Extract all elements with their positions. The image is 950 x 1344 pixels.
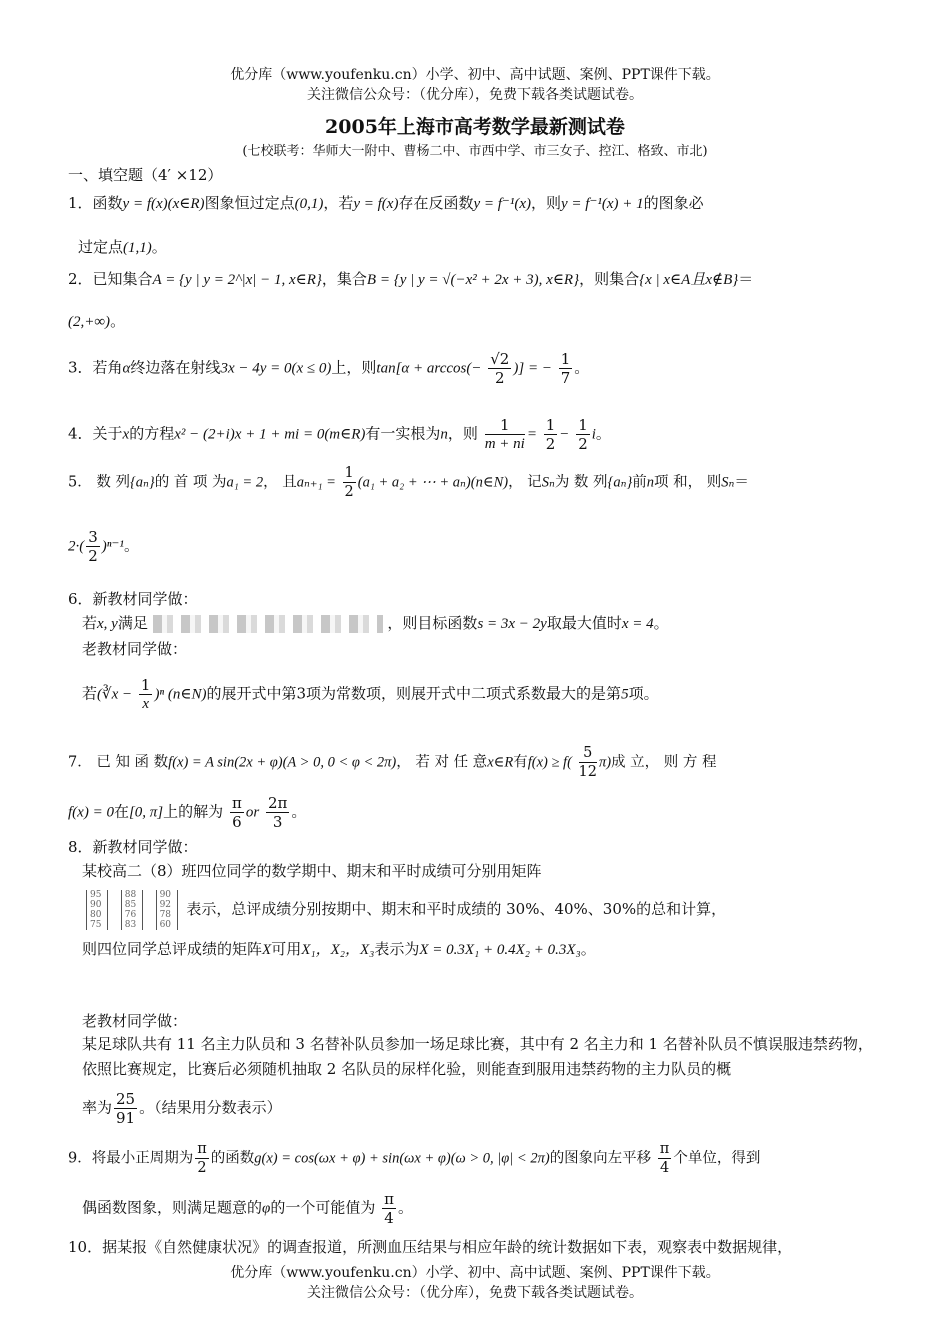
fraction: $\frac{\pi}{4}$ — [384, 1190, 394, 1227]
question-8-heading: 8．新教材同学做： — [68, 838, 198, 856]
matrix-x3: 90 92 78 60 — [156, 890, 178, 930]
question-4: 4．关于x的方程x² − (2+i)x + 1 + mi = 0(m∈R)有一实根为n，则 $\frac{1}{m + ni}$ = $\frac{1}{2}$ − $\frac{1}{2}$ i。 — [68, 416, 611, 453]
question-8-matrices: 95 90 80 75 88 85 76 83 90 92 78 60 表示，总评成绩分别按期中、期末和平时成绩的 30%、40%、30%的总和计算， — [82, 890, 726, 930]
fraction: $\frac{1}{m + ni}$ — [484, 416, 525, 452]
fraction: $\frac{1}{7}$ — [560, 350, 571, 387]
question-8-old-answer: 率为 $\frac{25}{91}$ 。（结果用分数表示） — [82, 1090, 282, 1127]
fraction: $\frac{1}{2}$ — [578, 416, 588, 453]
question-3: 3．若角α终边落在射线3x − 4y = 0(x ≤ 0)上，则tan[α + arccos(− $\frac{√2}{2}$ )] = − $\frac{1}{7}$ 。 — [68, 350, 590, 387]
fraction: $\frac{1}{2}$ — [344, 465, 354, 500]
question-6-heading: 6．新教材同学做： — [68, 590, 198, 608]
header-line-1: 优分库（www.youfenku.cn）小学、初中、高中试题、案例、PPT课件下载。 — [230, 67, 720, 83]
footer-line-1: 优分库（www.youfenku.cn）小学、初中、高中试题、案例、PPT课件下载。 — [230, 1265, 720, 1281]
question-7-line-2: f(x) = 0在[0, π]上的解为 $\frac{\pi}{6}$ or $\frac{2\pi}{3}$ 。 — [68, 794, 307, 831]
section-heading: 一、填空题（4′ ×12） — [68, 166, 223, 184]
question-2-line-2: (2,+∞)。 — [68, 312, 126, 330]
question-8-formula: 则四位同学总评成绩的矩阵X可用X₁，X₂，X₃表示为X = 0.3X₁ + 0.4X₂ + 0.3X₃。 — [82, 940, 596, 958]
fraction: $\frac{\pi}{4}$ — [659, 1141, 670, 1176]
question-9-line-2: 偶函数图象，则满足题意的φ的一个可能值为 $\frac{\pi}{4}$ 。 — [82, 1190, 413, 1227]
question-10: 10．据某报《自然健康状况》的调查报道，所测血压结果与相应年龄的统计数据如下表，观察表中数据规律， — [68, 1238, 793, 1256]
fraction: $\frac{1}{2}$ — [545, 416, 556, 453]
fraction: $\frac{25}{91}$ — [116, 1090, 136, 1127]
question-6-old-heading: 老教材同学做： — [82, 640, 188, 658]
question-2-line-1: 2．已知集合A = {y | y = 2^|x| − 1, x∈R}，集合B = {y | y = √(−x² + 2x + 3), x∈R}，则集合{x | x∈A且x∉B}＝ — [68, 270, 754, 288]
question-5-line-2: 2·( $\frac{3}{2}$ )ⁿ⁻¹。 — [68, 528, 139, 565]
question-5-line-1: 5． 数 列{aₙ}的 首 项 为a₁ = 2， 且aₙ₊₁ = $\frac{1}{2}$ (a₁ + a₂ + ⋯ + aₙ)(n∈N)， 记Sₙ为 数 列{aₙ}前n项 和， 则Sₙ＝ — [68, 465, 749, 500]
fraction: $\frac{\pi}{6}$ — [231, 794, 242, 831]
fraction: $\frac{\pi}{2}$ — [197, 1141, 207, 1176]
matrix-x1: 95 90 80 75 — [86, 890, 108, 930]
page-subtitle: (七校联考：华师大一附中、曹杨二中、市西中学、市三女子、控江、格致、市北) — [242, 144, 708, 159]
fraction: $\frac{3}{2}$ — [88, 528, 98, 565]
fraction: $\frac{2\pi}{3}$ — [267, 794, 288, 831]
question-1-line-2: 过定点(1,1)。 — [78, 238, 167, 256]
matrix-x2: 88 85 76 83 — [121, 890, 143, 930]
question-8-old-heading: 老教材同学做： — [82, 1012, 188, 1030]
question-1-line-1: 1．函数y = f(x)(x∈R)图象恒过定点(0,1)，若y = f(x)存在反函数y = f⁻¹(x)，则y = f⁻¹(x) + 1的图象必 — [68, 194, 704, 212]
fraction: $\frac{√2}{2}$ — [490, 350, 510, 387]
question-9-line-1: 9．将最小正周期为 $\frac{\pi}{2}$ 的函数g(x) = cos(ωx + φ) + sin(ωx + φ)(ω > 0, |φ| < 2π)的图象向左平移 $\frac{\pi}{4}$ 个单位，得到 — [68, 1141, 761, 1176]
constraint-system-image — [153, 615, 383, 633]
header-line-2: 关注微信公众号：（优分库），免费下载各类试题试卷。 — [307, 87, 643, 103]
question-8-old-text: 某足球队共有 11 名主力队员和 3 名替补队员参加一场足球比赛，其中有 2 名主力和 1 名替补队员不慎误服违禁药物，依照比赛规定，比赛后必须随机抽取 2 名队员的尿样化验，则能查到服用违禁药物的主力队员的概 — [82, 1035, 873, 1078]
question-7-line-1: 7． 已 知 函 数f(x) = A sin(2x + φ)(A > 0, 0 < φ < 2π)， 若 对 任 意x∈R有f(x) ≥ f( $\frac{5}{12}$ π)成 立， 则 方 程 — [68, 745, 717, 780]
question-6-old: 若(∛x − $\frac{1}{x}$ )ⁿ (n∈N)的展开式中第3项为常数项，则展开式中二项式系数最大的是第5项。 — [82, 676, 659, 712]
question-6-new: 若x, y满足 ，则目标函数s = 3x − 2y取最大值时x = 4。 — [82, 614, 669, 632]
fraction: $\frac{1}{x}$ — [140, 676, 151, 712]
fraction: $\frac{5}{12}$ — [578, 745, 597, 780]
page-title: 2005年上海市高考数学最新测试卷 — [325, 116, 625, 138]
question-8-intro: 某校高二（8）班四位同学的数学期中、期末和平时成绩可分别用矩阵 — [82, 862, 542, 880]
footer-line-2: 关注微信公众号：（优分库），免费下载各类试题试卷。 — [307, 1285, 643, 1301]
